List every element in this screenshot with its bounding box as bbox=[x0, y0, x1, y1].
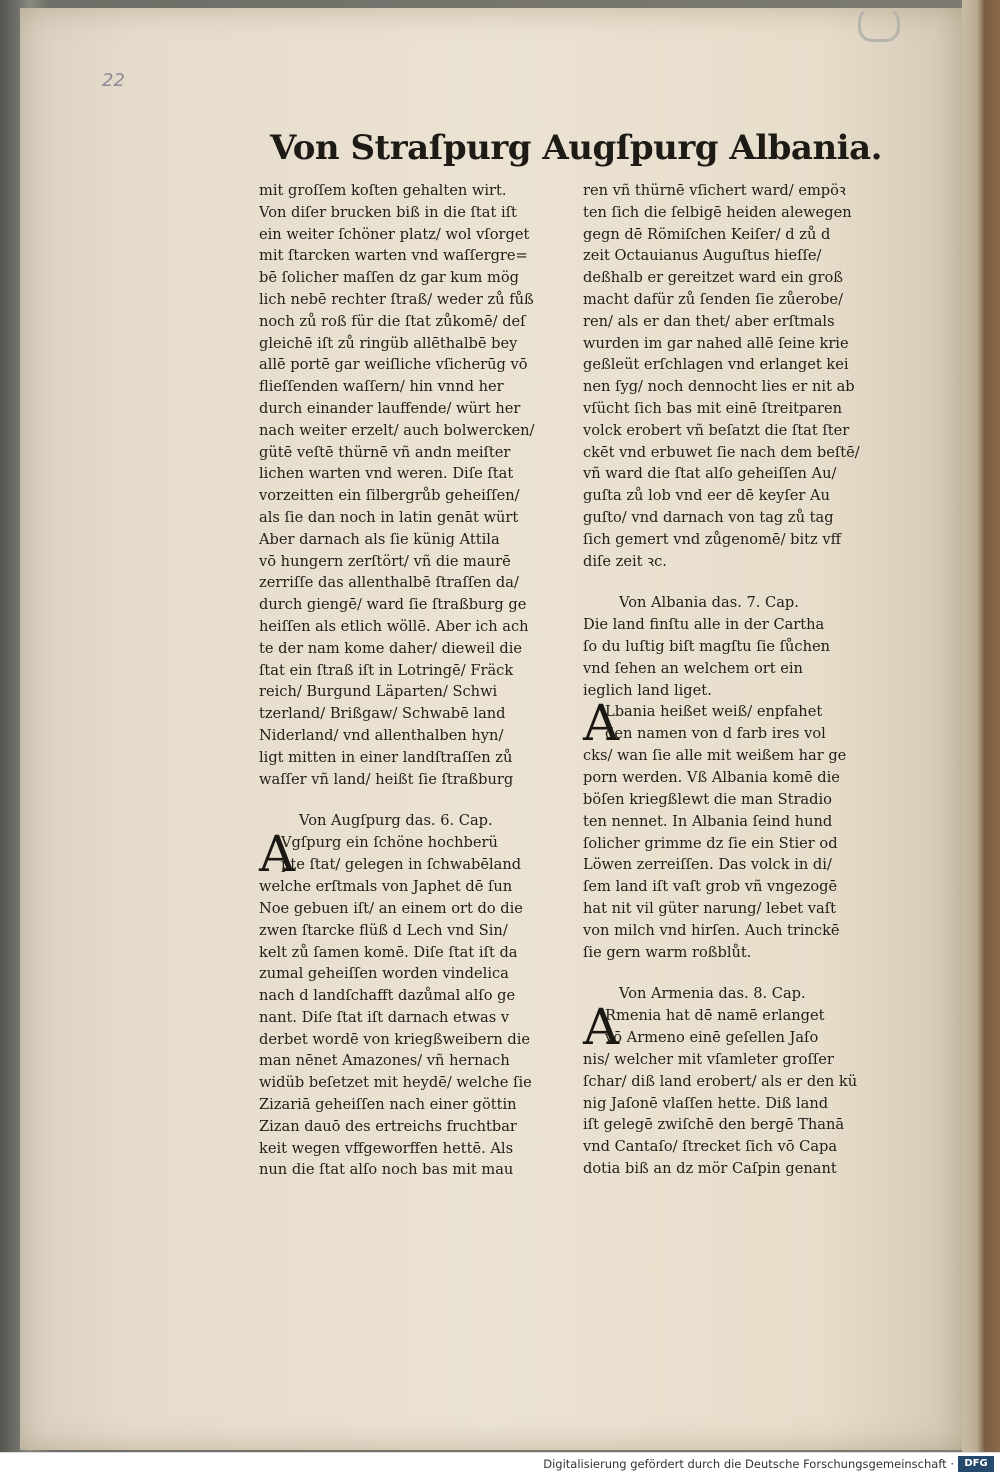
text-line: vō Armeno einē geſellen Jaſo bbox=[605, 1028, 819, 1046]
text-line: vſücht ſich bas mit einē ſtreitparen bbox=[583, 399, 843, 417]
initial-capital: A bbox=[583, 998, 620, 1057]
text-line: von milch vnd hirſen. Auch trinckē bbox=[583, 921, 840, 939]
text-line: böſen kriegßlewt die man Stradio bbox=[583, 790, 832, 808]
text-line: durch einander lauffende/ würt her bbox=[259, 399, 521, 417]
text-line: cks/ wan ſie alle mit weißem har ge bbox=[583, 747, 847, 765]
text-line: lichen warten vnd weren. Diſe ſtat bbox=[259, 465, 514, 483]
text-line: nis/ welcher mit vſamleter groſſer bbox=[583, 1051, 834, 1069]
text-line: Löwen zerreiſſen. Das volck in di/ bbox=[583, 856, 832, 874]
right-column-text-block bbox=[583, 1049, 883, 1180]
text-line: ren/ als er dan thet/ aber erſtmals bbox=[583, 312, 835, 330]
text-line: ſchar/ diß land erobert/ als er den kü bbox=[583, 1072, 858, 1090]
text-line: durch giengē/ ward ſie ſtraßburg ge bbox=[259, 596, 527, 614]
text-line: ieglich land liget. bbox=[583, 681, 712, 699]
text-line: ſtat ein ſtraß iſt in Lotringē/ Fräck bbox=[259, 661, 514, 679]
initial-capital: A bbox=[583, 694, 620, 753]
text-line: lich nebē rechter ſtraß/ weder zů fůß bbox=[259, 290, 534, 308]
left-text-column bbox=[259, 180, 559, 1181]
text-line: wurden im gar nahed allē ſeine krie bbox=[583, 334, 849, 352]
text-line: als ſie dan noch in latin genāt würt bbox=[259, 508, 519, 526]
text-line: nant. Diſe ſtat iſt darnach etwas v bbox=[259, 1008, 510, 1026]
map-note-block bbox=[583, 614, 883, 701]
text-line: geßleüt erſchlagen vnd erlanget kei bbox=[583, 356, 849, 374]
text-line: porn werden. Vß Albania komē die bbox=[583, 769, 840, 787]
initial-paragraph bbox=[583, 998, 883, 1057]
text-line: vñ ward die ſtat alſo geheiſſen Au/ bbox=[583, 465, 837, 483]
text-line: dotia biß an dz mör Caſpin genant bbox=[583, 1160, 837, 1178]
text-line: flieſſenden waſſern/ hin vnnd her bbox=[259, 378, 504, 396]
text-line: zwen ſtarcke flüß d Lech vnd Sin/ bbox=[259, 921, 508, 939]
text-line: ſem land iſt vaſt grob vñ vngezogē bbox=[583, 878, 838, 896]
text-line: derbet wordē von kriegßweibern die bbox=[259, 1030, 531, 1048]
text-line: nig Jaſonē vlaſſen hette. Diß land bbox=[583, 1094, 829, 1112]
text-line: ten ſich die ſelbigē heiden alewegen bbox=[583, 203, 852, 221]
text-line: ſolicher grimme dz ſie ein Stier od bbox=[583, 834, 838, 852]
text-line: nun die ſtat alſo noch bas mit mau bbox=[259, 1161, 514, 1179]
text-line: guſto/ vnd darnach von tag zů tag bbox=[583, 508, 834, 526]
text-line: vorzeitten ein ſilbergrůb geheiſſen/ bbox=[259, 487, 520, 505]
text-line: gegn dē Römiſchen Keiſer/ d zů d bbox=[583, 225, 831, 243]
page-number: 22 bbox=[102, 70, 125, 91]
initial-lines bbox=[281, 832, 521, 876]
text-line: keit wegen vffgeworffen hettē. Als bbox=[259, 1139, 514, 1157]
text-line: volck erobert vñ beſatzt die ſtat ſter bbox=[583, 421, 850, 439]
text-line: Zizariā geheiſſen nach einer göttin bbox=[259, 1096, 517, 1114]
text-line: nen ſyg/ noch dennocht lies er nit ab bbox=[583, 378, 855, 396]
text-line: zumal geheiſſen worden vindelica bbox=[259, 965, 509, 983]
funding-credit: Digitalisierung gefördert durch die Deutsche Forschungsgemeinschaft · bbox=[543, 1457, 954, 1471]
text-line: ſich gemert vnd zůgenomē/ bitz vff bbox=[583, 530, 841, 548]
text-line: ten nennet. In Albania ſeind hund bbox=[583, 812, 833, 830]
text-line: ckēt vnd erbuwet ſie nach dem beſtē/ bbox=[583, 443, 860, 461]
text-line: deßhalb er gereitzet ward ein groß bbox=[583, 269, 844, 287]
initial-lines bbox=[605, 1005, 825, 1049]
text-line: welche erſtmals von Japhet dē ſun bbox=[259, 878, 513, 896]
section-heading-armenia: Von Armenia das. 8. Cap. bbox=[619, 985, 806, 1003]
text-line: zeit Octauianus Auguſtus hieſſe/ bbox=[583, 247, 822, 265]
initial-paragraph bbox=[583, 694, 883, 753]
text-line: reich/ Burgund Läparten/ Schwi bbox=[259, 683, 498, 701]
text-line: nach weiter erzelt/ auch bolwercken/ bbox=[259, 421, 535, 439]
text-line: ren vñ thürnē vſichert ward/ empöꝛ bbox=[583, 182, 846, 199]
text-line: zerriſſe das allenthalbē ſtraſſen da/ bbox=[259, 574, 519, 592]
section-heading-augsburg: Von Augſpurg das. 6. Cap. bbox=[299, 812, 493, 830]
left-column-text-block bbox=[259, 876, 559, 1181]
text-line: ſie gern warm roßblůt. bbox=[583, 943, 752, 961]
text-line: Lbania heißet weiß/ enpfahet bbox=[605, 703, 823, 721]
text-line: iſt gelegē zwiſchē den bergē Thanā bbox=[583, 1116, 845, 1134]
text-line: gleichē iſt zů ringüb allēthalbē bey bbox=[259, 334, 518, 352]
text-line: allē portē gar weiſliche vſicherūg vō bbox=[259, 356, 528, 374]
text-line: Von diſer brucken biß in die ſtat iſt bbox=[259, 203, 517, 221]
initial-paragraph bbox=[259, 825, 559, 884]
text-line: Die land finſtu alle in der Cartha bbox=[583, 616, 825, 634]
text-line: Niderland/ vnd allenthalben hyn/ bbox=[259, 726, 504, 744]
text-line: gütē veſtē thürnē vñ andn meiſter bbox=[259, 443, 511, 461]
text-line: mit groſſem koſten gehalten wirt. bbox=[259, 182, 507, 199]
text-line: vnd Cantaſo/ ſtrecket ſich vō Capa bbox=[583, 1138, 838, 1156]
text-line: vnd ſehen an welchem ort ein bbox=[583, 659, 803, 677]
right-text-column bbox=[583, 180, 883, 1180]
text-line: widüb beſetzet mit heydē/ welche ſie bbox=[259, 1074, 532, 1092]
text-line: Zizan dauō des ertreichs fruchtbar bbox=[259, 1117, 517, 1135]
text-line: vō hungern zerſtört/ vñ die maurē bbox=[259, 552, 511, 570]
text-line: waſſer vñ land/ heißt ſie ſtraßburg bbox=[259, 770, 514, 788]
section-heading-albania: Von Albania das. 7. Cap. bbox=[619, 594, 799, 612]
text-line: bē ſolicher maſſen dz gar kum mög bbox=[259, 269, 519, 287]
text-line: ſo du luſtig biſt magſtu ſie ſůchen bbox=[583, 637, 831, 655]
text-line: man nēnet Amazones/ vñ hernach bbox=[259, 1052, 510, 1070]
text-line: macht dafür zů ſenden ſie zůerobe/ bbox=[583, 290, 843, 308]
text-line: den namen von d farb ires vol bbox=[605, 725, 826, 743]
text-line: noch zů roß für die ſtat zůkomē/ deſ bbox=[259, 312, 526, 330]
text-line: te der nam kome daher/ dieweil die bbox=[259, 639, 523, 657]
text-line: kelt zů ſamen komē. Diſe ſtat iſt da bbox=[259, 943, 518, 961]
text-line: mit ſtarcken warten vnd waſſergre= bbox=[259, 247, 528, 265]
text-line: pte ſtat/ gelegen in ſchwabēland bbox=[281, 855, 522, 873]
text-line: tzerland/ Brißgaw/ Schwabē land bbox=[259, 705, 506, 723]
text-line: nach d landſchafft dazůmal alſo ge bbox=[259, 987, 516, 1005]
text-line: Aber darnach als ſie künig Attila bbox=[259, 530, 500, 548]
text-line: ligt mitten in einer landſtraſſen zů bbox=[259, 748, 513, 766]
right-column-text-block bbox=[583, 180, 883, 572]
paper-clip-icon bbox=[858, 6, 900, 42]
text-line: heiſſen als etlich wöllē. Aber ich ach bbox=[259, 617, 529, 635]
book-binding-edge bbox=[962, 0, 1000, 1452]
initial-lines bbox=[605, 701, 826, 745]
page-heading: Von Straſpurg Augſpurg Albania. bbox=[270, 128, 882, 168]
footer-bar bbox=[0, 1452, 1000, 1477]
text-line: diſe zeit ꝛc. bbox=[583, 552, 667, 570]
text-line: guſta zů lob vnd eer dē keyſer Au bbox=[583, 487, 830, 505]
dfg-logo: DFG bbox=[958, 1456, 994, 1472]
left-column-text-block bbox=[259, 180, 559, 790]
text-line: ein weiter ſchöner platz/ wol vſorget bbox=[259, 225, 530, 243]
text-line: Vgſpurg ein ſchöne hochberü bbox=[281, 834, 498, 852]
text-line: hat nit vil güter narung/ lebet vaſt bbox=[583, 899, 837, 917]
text-line: Noe gebuen iſt/ an einem ort do die bbox=[259, 899, 523, 917]
text-line: Rmenia hat dē namē erlanget bbox=[605, 1007, 825, 1025]
initial-capital: A bbox=[259, 825, 296, 884]
right-column-text-block bbox=[583, 745, 883, 963]
